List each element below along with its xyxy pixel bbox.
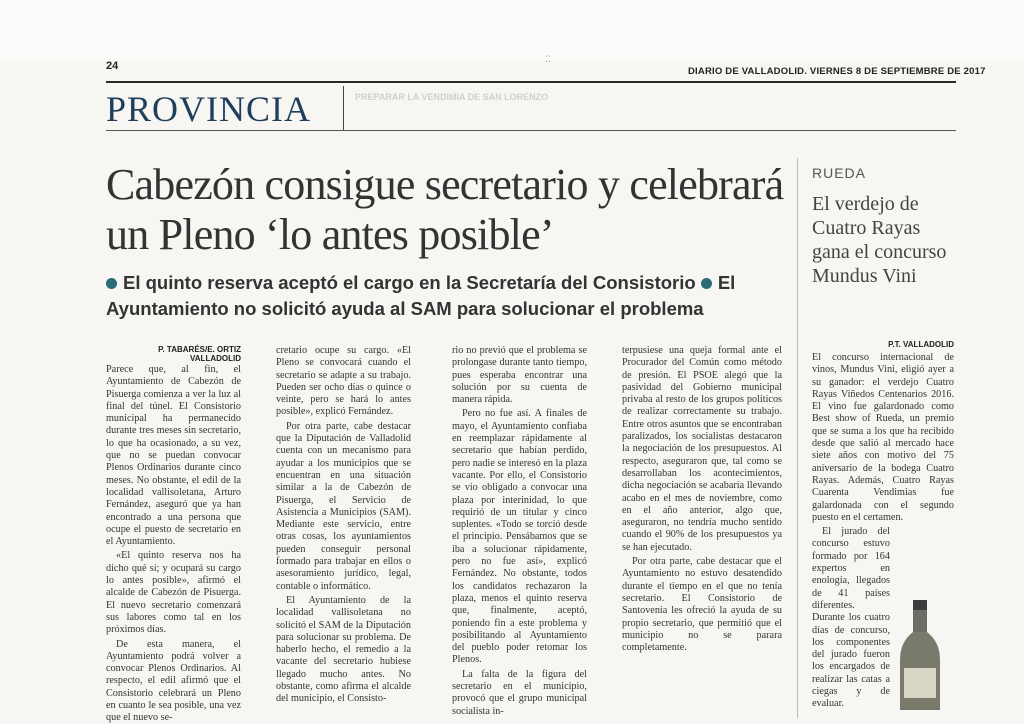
paragraph: El jurado del concurso estuvo formado por 164 expertos en enología, llegados de 41 países diferentes. Durante los cuatro días de concurso, los componentes del jurado fueron los encargados de realizar las catas a ciegas y de evaluar. bbox=[812, 526, 890, 710]
article-column-1 bbox=[106, 345, 241, 724]
article-column-3 bbox=[452, 345, 587, 720]
paragraph: cretario ocupe su cargo. «El Pleno se convocará cuando el secretario se adapte a su trabajo. Pueden ser ocho días o quince o veinte, pero se hará lo antes posible», explicó Fernández. bbox=[276, 345, 411, 418]
paragraph: Pero no fue así. A finales de mayo, el Ayuntamiento confiaba en reemplazar rápidamente al secretario que habían perdido, pero nadie se interesó en la plaza vacante. Por ello, el Consistorio se vio obligado a convocar una plaza por interinidad, lo que requirió de un titular y cinco suplentes. «Todo se torció desde el principio. Pensábamos que se iba a solucionar rápidamente, pero no fue así», explicó Fernández. No obstante, todos los candidatos rechazaron la plaza, menos el quinto reserva que, finalmente, aceptó, poniendo fin a este problema y posibilitando al Ayuntamiento del pueblo poder retomar los Plenos. bbox=[452, 408, 587, 666]
section-title: PROVINCIA bbox=[106, 89, 312, 129]
paragraph: terpusiese una queja formal ante el Procurador del Común como método de presión. El PSOE alegó que la pasividad del Gobierno municipal privaba al resto de los grupos políticos de realizar correctamente su trabajo. Entre otros asuntos que se encontraban paralizados, los socialistas destacaron la negociación de los presupuestos. Al respecto, aseguraron que, tal como se desarrollaban los acontecimientos, dicha negociación se acabaría llevando acabo en el mes de noviembre, como en el año anterior, algo que, aseguraron, no tendría mucho sentido cuando el 90% de los presupuestos ya se han ejecutado. bbox=[622, 345, 782, 553]
masthead: DIARIO DE VALLADOLID. VIERNES 8 DE SEPTIEMBRE DE 2017 bbox=[688, 66, 986, 77]
section-divider bbox=[343, 86, 344, 130]
subhead-part-2: El Ayuntamiento no solicitó ayuda al SAM para solucionar el problema bbox=[106, 272, 736, 319]
sidebar-byline: P.T. VALLADOLID bbox=[888, 340, 954, 349]
bottle-label bbox=[904, 668, 936, 698]
paragraph: Por otra parte, cabe destacar que la Diputación de Valladolid cuenta con un mecanismo para ayudar a los municipios que se encuentran en una situación similar a la de Cabezón de Pisuerga, el Servicio de Asistencia a Municipios (SAM). Mediante este servicio, entre otras cosas, los ayuntamientos pueden conseguir personal formado para trabajar en ellos o asesoramiento jurídico, legal, contable o informático. bbox=[276, 420, 411, 592]
sidebar-title: El verdejo de Cuatro Rayas gana el concurso Mundus Vini bbox=[812, 193, 947, 287]
wine-bottle-photo bbox=[888, 600, 952, 710]
section-rule bbox=[106, 130, 956, 131]
subheadline bbox=[106, 270, 796, 322]
paragraph: Parece que, al fin, el Ayuntamiento de Cabezón de Pisuerga comienza a ver la luz al final del túnel. El Consistorio municipal ha permanecido durante tres meses sin secretario, lo que ha ocasionado, a su vez, que no se puedan convocar Plenos Ordinarios durante cinco meses. No obstante, el edil de la localidad vallisoletana, Arturo Fernández, aseguró que ya han encontrado a una persona que ocupe el puesto de secretario en el Ayuntamiento. bbox=[106, 364, 241, 548]
column-divider bbox=[797, 158, 798, 718]
scan-margin bbox=[0, 0, 1024, 60]
paragraph: «El quinto reserva nos ha dicho qué sí; y ocupará su cargo lo antes posible», afirmó el alcalde de Cabezón de Pisuerga. El nuevo secretario comenzará sus labores como tal en los próximos días. bbox=[106, 550, 241, 636]
sidebar-kicker: RUEDA bbox=[812, 165, 867, 181]
fold-mark: ⁚⁚ bbox=[545, 55, 551, 65]
paragraph: La falta de la figura del secretario en el municipio, provocó que el grupo municipal socialista in- bbox=[452, 668, 587, 717]
bullet-icon bbox=[701, 278, 712, 289]
bottle-cap bbox=[913, 600, 927, 610]
paragraph: De esta manera, el Ayuntamiento podrá volver a convocar Plenos Ordinarios. Al respecto, el edil afirmó que el Consistorio celebrará un Pleno en cuanto le sea posible, una vez que el nuevo se- bbox=[106, 638, 241, 724]
article-column-2 bbox=[276, 345, 411, 708]
paragraph: El Ayuntamiento de la localidad vallisoletana no solicitó el SAM de la Diputación para solucionar su problema. De haberlo hecho, el remedio a la vacante del secretario hubiese llegado mucho antes. No obstante, como afirma el alcalde del municipio, el Consisto- bbox=[276, 594, 411, 705]
article-column-4 bbox=[622, 345, 782, 656]
page-number: 24 bbox=[106, 60, 119, 72]
paragraph: Por otra parte, cabe destacar que el Ayuntamiento no estuvo desatendido durante el tiempo en el que no tenía secretario. El Consistorio de Santovenia les ofreció la ayuda de su propio secretario, que permitió que el municipio no se parara completamente. bbox=[622, 556, 782, 654]
top-rule bbox=[106, 81, 956, 83]
headline: Cabezón consigue secretario y celebrará un Pleno ‘lo antes posible’ bbox=[106, 160, 784, 259]
byline: P. TABARÉS/E. ORTIZ VALLADOLID bbox=[158, 345, 241, 363]
bottle-neck bbox=[913, 610, 927, 632]
subhead-part-1: El quinto reserva aceptó el cargo en la Secretaría del Consistorio bbox=[123, 272, 696, 293]
bullet-icon bbox=[106, 278, 117, 289]
paragraph: rio no previó que el problema se prolongase durante tanto tiempo, pues esperaba encontrar una solución por su cuenta de manera rápida. bbox=[452, 345, 587, 406]
show-through-text: PREPARAR LA VENDIMIA DE SAN LORENZO bbox=[355, 92, 549, 102]
paragraph: El concurso internacional de vinos, Mundus Vini, eligió ayer a su ganador: el verdejo Cuatro Rayas Viñedos Centenarios 2016. El vino fue galardonado como Best show of Rueda, un premio que se suma a los que ha recibido desde que salió al mercado hace siete años con motivo del 75 aniversario de la bodega Cuatro Rayas. Además, Cuatro Rayas Cuarenta Vendimias fue galardonada con el segundo puesto en el certamen. bbox=[812, 352, 954, 523]
